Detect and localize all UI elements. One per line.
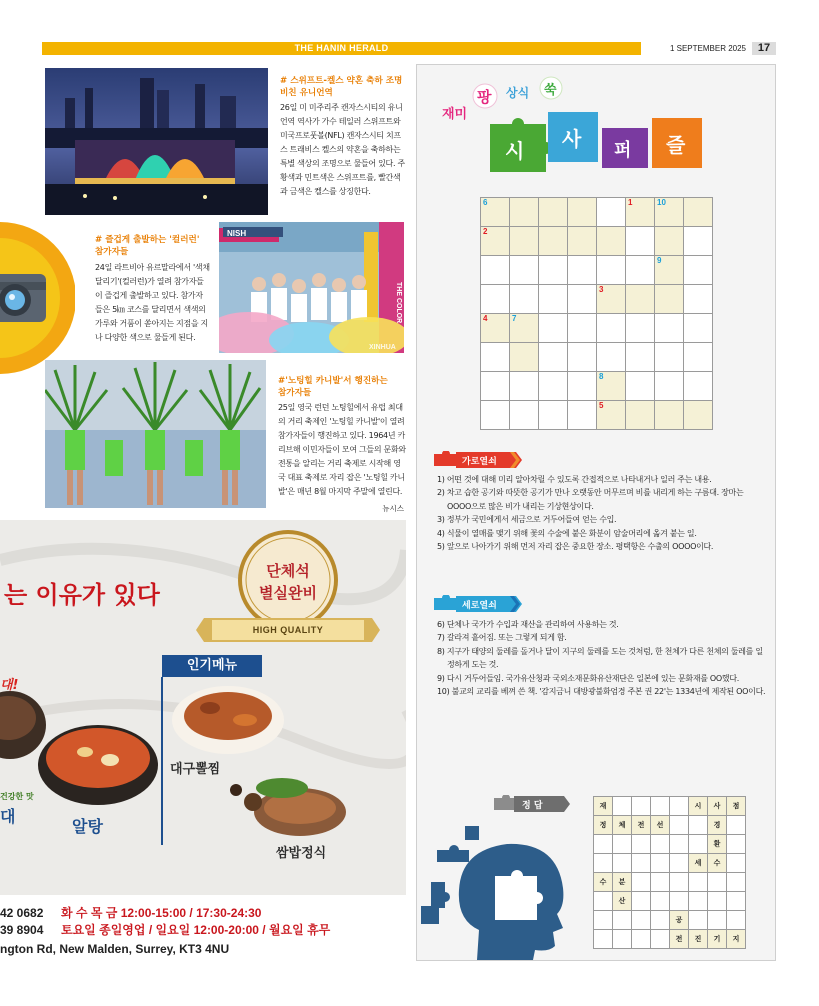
menu-header: 인기메뉴 — [186, 658, 238, 673]
puzzle-title-art — [440, 74, 730, 184]
cell[interactable]: 1 — [626, 198, 655, 227]
photo-credit-xinhua: XINHUA — [369, 344, 396, 351]
cell[interactable] — [510, 227, 539, 256]
cell[interactable]: 4 — [481, 314, 510, 343]
answer-cell — [670, 816, 689, 835]
story3-title: #'노팅힐 카니발'서 행진하는 참가자들 — [278, 376, 388, 398]
down-clue-9: 9) 다시 거두어들임. 국가유산청과 국외소재문화유산재단은 일본에 있는 문화재를 OO했다. — [437, 673, 740, 683]
piece-jeul — [652, 118, 702, 168]
cell[interactable] — [597, 227, 626, 256]
answer-cell: 지 — [727, 930, 746, 949]
cell — [539, 285, 568, 314]
cell — [539, 372, 568, 401]
cell — [510, 401, 539, 430]
cell — [568, 314, 597, 343]
cell[interactable] — [655, 227, 684, 256]
photo-color-run — [219, 222, 404, 353]
title-sangsik: 상식 — [506, 86, 530, 100]
cell — [655, 372, 684, 401]
down-clue-6: 6) 단체나 국가가 수입과 재산을 관리하여 사용하는 것. — [437, 620, 619, 629]
cell[interactable]: 9 — [655, 256, 684, 285]
answer-cell — [651, 854, 670, 873]
cell — [481, 372, 510, 401]
cell[interactable]: 8 — [597, 372, 626, 401]
dish-altang: 알탕 — [72, 817, 103, 836]
cell — [655, 343, 684, 372]
across-label: 가로열쇠 — [462, 457, 497, 467]
badge-sub: 별실완비 — [259, 584, 317, 602]
answer-cell: 전 — [632, 816, 651, 835]
dish-daegu: 대구뽈찜 — [170, 762, 221, 777]
answer-cell — [632, 930, 651, 949]
phone-1: 42 0682 — [0, 906, 44, 920]
answer-cell — [670, 854, 689, 873]
cell[interactable] — [684, 198, 713, 227]
answer-cell: 공 — [670, 911, 689, 930]
answer-cell — [651, 930, 670, 949]
across-clues — [437, 473, 767, 553]
color-run-banner-left: NISH — [227, 229, 247, 238]
answer-cell: 경 — [708, 816, 727, 835]
across-clue-1: 1) 어떤 것에 대해 미리 알아차릴 수 있도록 간접적으로 나타내거나 일러 주는 내용. — [437, 475, 712, 484]
cell — [539, 401, 568, 430]
title-pang: 팡 — [477, 88, 492, 106]
answer-cell — [613, 835, 632, 854]
cell — [510, 256, 539, 285]
cell[interactable] — [568, 227, 597, 256]
cell — [597, 198, 626, 227]
story2-title: # 즐겁게 출발하는 '컬러런' 참가자들 — [95, 235, 200, 257]
cell — [626, 227, 655, 256]
answer-cell — [651, 797, 670, 816]
cell — [481, 256, 510, 285]
cell[interactable] — [626, 285, 655, 314]
photo-notting-hill — [45, 360, 266, 508]
across-clue-4: 4) 식물이 열매를 맺기 위해 꽃의 수술에 붙은 화분이 암술머리에 옮겨 붙는 일. — [437, 528, 697, 538]
hours-weekend: 토요일 종일영업 / 일요일 12:00-20:00 / 월요일 휴무 — [61, 923, 331, 937]
piece-peo — [602, 128, 648, 168]
piece-jeul-label: 즐 — [666, 133, 686, 157]
cell[interactable] — [655, 285, 684, 314]
answer-cell: 사 — [708, 797, 727, 816]
answer-cell — [670, 873, 689, 892]
ad-address: ngton Rd, New Malden, Surrey, KT3 4NU — [0, 942, 230, 956]
hours-weekday: 화 수 목 금 12:00-15:00 / 17:30-24:30 — [61, 906, 262, 920]
cell — [568, 372, 597, 401]
cell — [481, 285, 510, 314]
cell — [481, 401, 510, 430]
cell — [684, 343, 713, 372]
camera-icon — [0, 222, 75, 374]
down-clue-7: 7) 갈라져 흩어짐. 또는 그렇게 되게 함. — [437, 633, 567, 643]
answer-cell — [670, 797, 689, 816]
quality-ribbon: HIGH QUALITY — [252, 625, 324, 635]
cell — [568, 285, 597, 314]
answer-cell — [689, 911, 708, 930]
answer-cell: 점 — [727, 797, 746, 816]
answer-cell — [727, 854, 746, 873]
publication-title: THE HANIN HERALD — [294, 43, 389, 53]
answer-label: 정 답 — [522, 801, 543, 811]
answer-grid — [593, 796, 746, 949]
badge-main: 단체석 — [266, 562, 310, 580]
answer-cell: 분 — [613, 873, 632, 892]
answer-cell: 재 — [594, 797, 613, 816]
cell — [684, 227, 713, 256]
answer-cell: 진 — [689, 930, 708, 949]
answer-cell: 수 — [708, 854, 727, 873]
piece-si-label: 시 — [505, 139, 525, 163]
cell — [597, 256, 626, 285]
answer-cell — [613, 911, 632, 930]
answer-cell: 체 — [613, 816, 632, 835]
answer-cell — [594, 930, 613, 949]
piece-sa-label: 사 — [562, 127, 582, 151]
answer-cell — [651, 835, 670, 854]
cell — [684, 256, 713, 285]
answer-cell — [632, 911, 651, 930]
answer-cell — [632, 892, 651, 911]
cell — [684, 314, 713, 343]
answer-cell — [689, 816, 708, 835]
piece-si — [490, 118, 552, 172]
answer-cell — [632, 854, 651, 873]
answer-cell — [651, 892, 670, 911]
cell — [539, 256, 568, 285]
answer-cell — [632, 873, 651, 892]
answer-cell — [632, 835, 651, 854]
across-clue-5: 5) 앞으로 나아가기 위해 먼저 자리 잡은 중요한 장소. 평택항은 수출의 OOOO이다. — [437, 542, 714, 552]
answer-cell — [670, 892, 689, 911]
answer-cell: 정 — [594, 816, 613, 835]
cell[interactable]: 3 — [597, 285, 626, 314]
photo-union-station — [45, 68, 268, 215]
cell[interactable] — [568, 198, 597, 227]
cell[interactable] — [626, 401, 655, 430]
story1-title: # 스위프트-켈스 약혼 축하 조명 비친 유니언역 — [280, 76, 403, 98]
across-header — [434, 451, 524, 469]
answer-cell — [594, 892, 613, 911]
cell — [568, 256, 597, 285]
cell — [539, 314, 568, 343]
partial-taste: 건강한 맛 — [0, 792, 34, 801]
answer-cell — [594, 911, 613, 930]
answer-cell — [689, 873, 708, 892]
partial-exclaim: 대! — [0, 678, 19, 693]
crossword-grid — [480, 197, 713, 430]
story3-body: 25일 영국 런던 노팅힐에서 유럽 최대의 거리 축제인 '노팅힐 카니발'이 열려 참가자들이 행진하고 있다. 1964년 카리브해 이민자들이 모여 그들의 문화와 전통을 알리는 거리 축제로 시작해 영국 대표 축제로 자리 잡은 '노팅힐 카니발'은 매년 8월 마지막 주말에 열린다. — [278, 403, 406, 496]
news-credit: 뉴시스 — [382, 504, 404, 513]
cell[interactable] — [539, 198, 568, 227]
answer-cell — [689, 892, 708, 911]
cell — [510, 372, 539, 401]
down-header — [434, 595, 524, 613]
across-clue-2: 2) 차고 습한 공기와 따뜻한 공기가 만나 오랫동안 머무르며 비를 내리게 하는 구름대. 장마는 OOOO으로 많은 비가 내리는 기상현상이다. — [437, 488, 744, 511]
cell[interactable] — [655, 401, 684, 430]
color-run-banner-right: THE COLOR — [395, 282, 402, 324]
answer-cell — [727, 835, 746, 854]
answer-cell — [613, 854, 632, 873]
cell — [684, 372, 713, 401]
answer-cell — [689, 835, 708, 854]
answer-cell — [727, 873, 746, 892]
cell[interactable]: 10 — [655, 198, 684, 227]
cell — [597, 314, 626, 343]
cell — [568, 343, 597, 372]
answer-cell: 전 — [670, 930, 689, 949]
answer-cell: 환 — [708, 835, 727, 854]
down-label: 세로열쇠 — [462, 601, 497, 611]
answer-cell — [670, 835, 689, 854]
cell — [655, 314, 684, 343]
answer-cell — [727, 911, 746, 930]
cell — [481, 343, 510, 372]
down-clues — [437, 618, 767, 698]
answer-cell: 선 — [651, 816, 670, 835]
cell[interactable]: 7 — [510, 314, 539, 343]
answer-cell: 기 — [708, 930, 727, 949]
cell[interactable]: 2 — [481, 227, 510, 256]
cell — [539, 343, 568, 372]
ad-headline: 는 이유가 있다 — [4, 580, 160, 609]
down-clue-8: 8) 지구가 태양의 둘레를 돌거나 달이 지구의 둘레를 도는 것처럼, 한 천체가 다른 천체의 둘레를 일정하게 도는 것. — [437, 646, 763, 670]
answer-cell — [613, 797, 632, 816]
head-puzzle-icon — [417, 810, 587, 960]
answer-cell — [594, 854, 613, 873]
answer-cell: 수 — [594, 873, 613, 892]
phone-2: 39 8904 — [0, 923, 44, 937]
answer-cell: 세 — [689, 854, 708, 873]
cell — [597, 343, 626, 372]
story2-body: 24일 라트비아 유르말라에서 '색채 달리기'(컬러런)가 열려 참가자들이 즐겁게 출발하고 있다. 참가자들은 5㎞ 코스를 달리면서 색색의 가루와 거품이 쏟아지는 지점을 지나 다양한 색으로 물들게 된다. — [95, 263, 210, 342]
cell[interactable] — [684, 401, 713, 430]
cell — [510, 285, 539, 314]
answer-cell — [594, 835, 613, 854]
title-ssuk: 쑥 — [544, 83, 557, 98]
issue-date: 1 SEPTEMBER 2025 — [669, 44, 746, 53]
answer-cell — [632, 797, 651, 816]
answer-cell — [651, 873, 670, 892]
cell — [684, 285, 713, 314]
cell — [626, 343, 655, 372]
answer-cell — [708, 873, 727, 892]
partial-word: 대 — [0, 807, 16, 826]
cell[interactable] — [510, 343, 539, 372]
cell — [626, 314, 655, 343]
answer-cell — [613, 930, 632, 949]
cell — [568, 401, 597, 430]
across-clue-3: 3) 정부가 국민에게서 세금으로 거두어들여 얻는 수입. — [437, 515, 617, 525]
cell[interactable]: 5 — [597, 401, 626, 430]
piece-peo-label: 퍼 — [614, 140, 632, 161]
answer-cell — [708, 911, 727, 930]
page-number: 17 — [752, 42, 776, 55]
piece-sa — [548, 112, 598, 162]
cell[interactable]: 6 — [481, 198, 510, 227]
answer-cell: 시 — [689, 797, 708, 816]
title-fun: 재미 — [442, 107, 468, 122]
story1-body: 26일 미 미주리주 캔자스시티의 유니언역 역사가 가수 테일러 스위프트와 미국프로풋볼(NFL) 캔자스시티 치프스 트래비스 켈스의 약혼을 축하하는 특별 색상의 조명으로 물들어 있다. 주황색과 민트색은 스위프트를, 빨간색과 금색은 켈스를 상징한다. — [280, 103, 405, 196]
answer-cell — [727, 816, 746, 835]
cell — [626, 256, 655, 285]
down-clue-10: 10) 불교의 교리를 베껴 쓴 책. '감지금니 대방광불화엄경 주본 권 22'는 1334년에 제작된 OO이다. — [437, 687, 766, 697]
cell[interactable] — [510, 198, 539, 227]
answer-cell — [651, 911, 670, 930]
answer-cell — [727, 892, 746, 911]
dish-ssambap: 쌈밥정식 — [276, 846, 327, 861]
cell — [626, 372, 655, 401]
answer-cell: 산 — [613, 892, 632, 911]
answer-cell — [708, 892, 727, 911]
cell[interactable] — [539, 227, 568, 256]
